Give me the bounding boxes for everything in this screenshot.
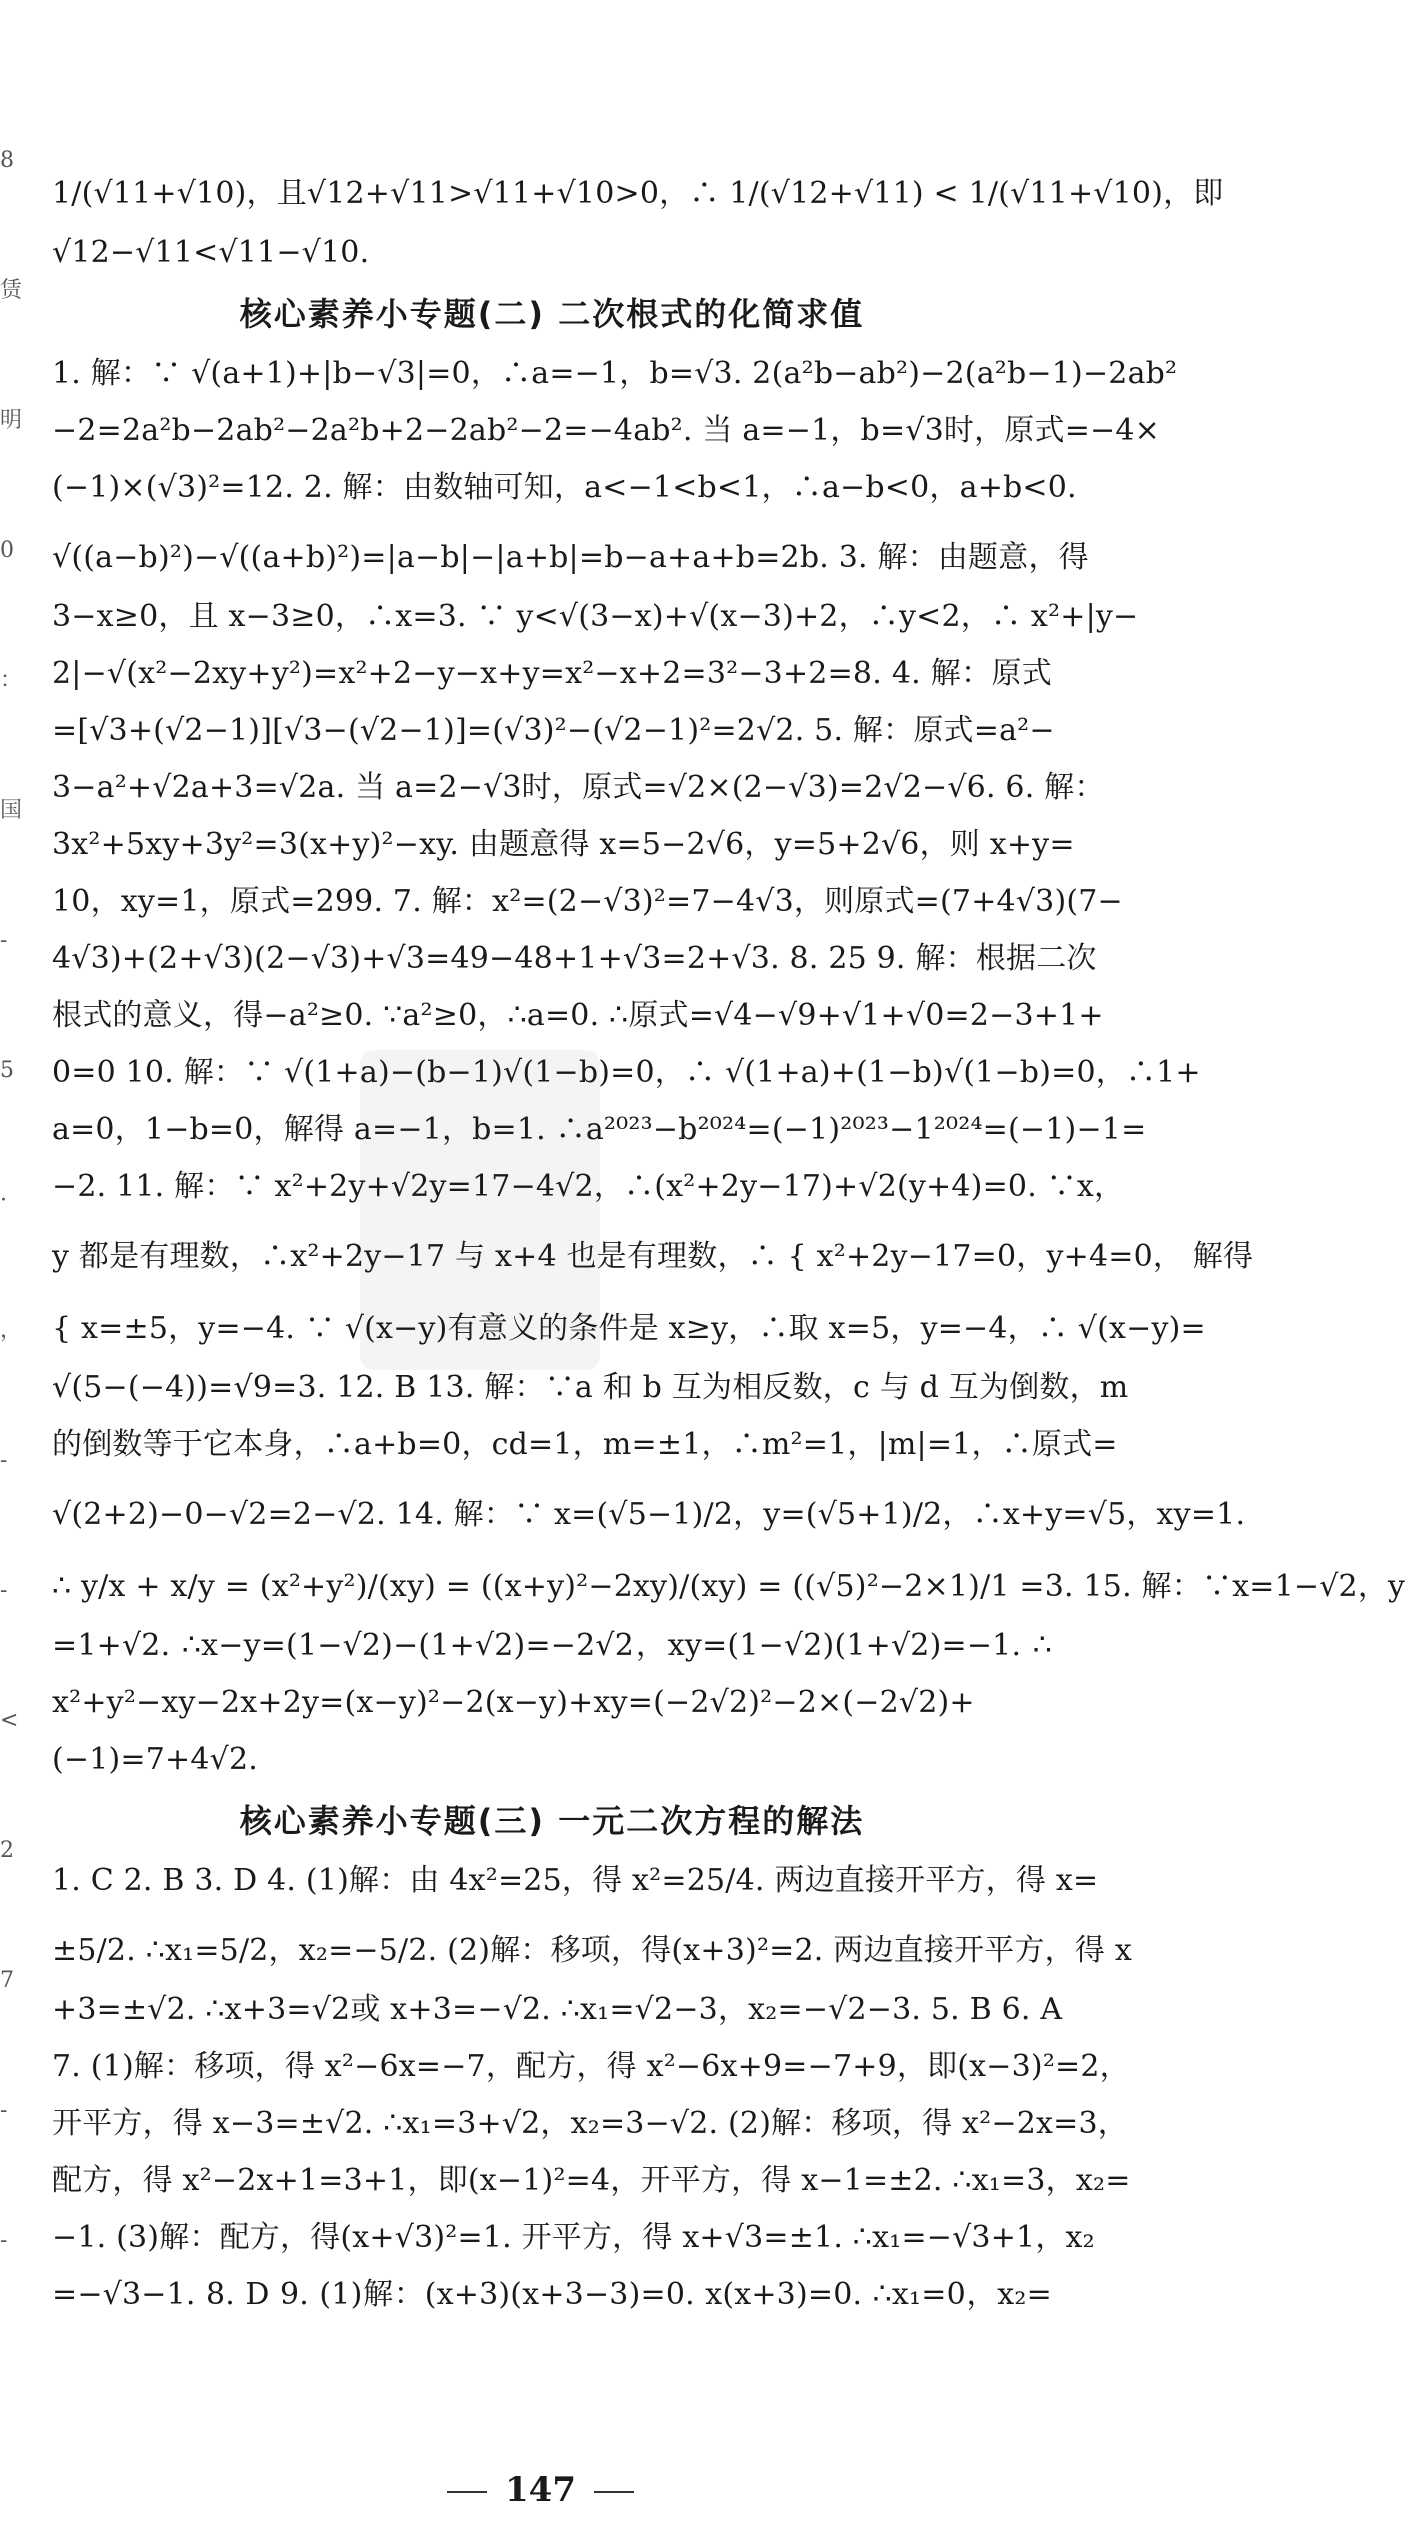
gutter-mark: - bbox=[0, 2228, 8, 2253]
text-line: 10，xy=1，原式=299. 7. 解：x²=(2−√3)²=7−4√3，则原式=(7+4√3)(7− bbox=[52, 884, 1123, 919]
gutter-mark: ， bbox=[0, 1318, 23, 1343]
text-line: a=0，1−b=0，解得 a=−1，b=1. ∴a²⁰²³−b²⁰²⁴=(−1)²⁰²³−1²⁰²⁴=(−1)−1= bbox=[52, 1112, 1147, 1147]
text-line: ±5/2. ∴x₁=5/2，x₂=−5/2. (2)解：移项，得(x+3)²=2. 两边直接开平方，得 x bbox=[52, 1933, 1132, 1968]
text-line: (−1)=7+4√2. bbox=[52, 1742, 259, 1777]
text-line: √(5−(−4))=√9=3. 12. B 13. 解：∵a 和 b 互为相反数，c 与 d 互为倒数，m bbox=[52, 1370, 1129, 1405]
text-line: √(2+2)−0−√2=2−√2. 14. 解：∵ x=(√5−1)/2，y=(√5+1)/2，∴x+y=√5，xy=1. bbox=[52, 1497, 1246, 1532]
text-line: 4√3)+(2+√3)(2−√3)+√3=49−48+1+√3=2+√3. 8. 25 9. 解：根据二次 bbox=[52, 941, 1097, 976]
text-line: 的倒数等于它本身，∴a+b=0，cd=1，m=±1，∴m²=1，|m|=1，∴原式= bbox=[52, 1427, 1118, 1462]
page-number-dash-left bbox=[447, 2491, 487, 2493]
gutter-mark: - bbox=[0, 1578, 8, 1603]
text-line: 3−x≥0，且 x−3≥0，∴x=3. ∵ y<√(3−x)+√(x−3)+2，∴y<2，∴ x²+|y− bbox=[52, 599, 1139, 634]
gutter-mark: < bbox=[0, 1708, 19, 1733]
gutter-mark: · bbox=[0, 1188, 7, 1213]
text-line: =1+√2. ∴x−y=(1−√2)−(1+√2)=−2√2，xy=(1−√2)(1+√2)=−1. ∴ bbox=[52, 1628, 1052, 1663]
gutter-mark: ： bbox=[0, 668, 23, 693]
text-line: 3x²+5xy+3y²=3(x+y)²−xy. 由题意得 x=5−2√6，y=5+2√6，则 x+y= bbox=[52, 827, 1075, 862]
text-line: 7. (1)解：移项，得 x²−6x=−7，配方，得 x²−6x+9=−7+9，即(x−3)²=2， bbox=[52, 2049, 1130, 2084]
gutter-mark: 0 bbox=[0, 538, 14, 563]
gutter-mark: - bbox=[0, 1448, 8, 1473]
page-number-dash-right bbox=[594, 2491, 634, 2493]
text-line: 1. C 2. B 3. D 4. (1)解：由 4x²=25，得 x²=25/4. 两边直接开平方，得 x= bbox=[52, 1863, 1099, 1898]
text-line: 0=0 10. 解：∵ √(1+a)−(b−1)√(1−b)=0，∴ √(1+a)+(1−b)√(1−b)=0，∴1+ bbox=[52, 1055, 1201, 1090]
text-line: 配方，得 x²−2x+1=3+1，即(x−1)²=4，开平方，得 x−1=±2. ∴x₁=3，x₂= bbox=[52, 2163, 1131, 2198]
left-gutter-marks bbox=[0, 148, 23, 2410]
text-line: +3=±√2. ∴x+3=√2或 x+3=−√2. ∴x₁=√2−3，x₂=−√2−3. 5. B 6. A bbox=[52, 1992, 1063, 2027]
text-line: { x=±5，y=−4. ∵ √(x−y)有意义的条件是 x≥y，∴取 x=5，y=−4，∴ √(x−y)= bbox=[52, 1311, 1206, 1346]
page-number bbox=[0, 2470, 1081, 2510]
text-line: ∴ y/x + x/y = (x²+y²)/(xy) = ((x+y)²−2xy)/(xy) = ((√5)²−2×1)/1 =3. 15. 解：∵x=1−√2，y bbox=[52, 1569, 1405, 1604]
gutter-mark: - bbox=[0, 2098, 8, 2123]
text-line: 2|−√(x²−2xy+y²)=x²+2−y−x+y=x²−x+2=3²−3+2=8. 4. 解：原式 bbox=[52, 656, 1052, 691]
text-line: −1. (3)解：配方，得(x+√3)²=1. 开平方，得 x+√3=±1. ∴x₁=−√3+1，x₂ bbox=[52, 2220, 1095, 2255]
text-line: y 都是有理数，∴x²+2y−17 与 x+4 也是有理数，∴ { x²+2y−17=0，y+4=0， 解得 bbox=[52, 1239, 1254, 1274]
text-line: 根式的意义，得−a²≥0. ∵a²≥0，∴a=0. ∴原式=√4−√9+√1+√0=2−3+1+ bbox=[52, 998, 1104, 1033]
gutter-mark: 2 bbox=[0, 1838, 14, 1863]
text-line: =−√3−1. 8. D 9. (1)解：(x+3)(x+3−3)=0. x(x+3)=0. ∴x₁=0，x₂= bbox=[52, 2277, 1052, 2312]
answer-content bbox=[52, 165, 1405, 2336]
section-2-heading: 核心素养小专题(二) 二次根式的化简求值 bbox=[239, 295, 865, 333]
text-line: x²+y²−xy−2x+2y=(x−y)²−2(x−y)+xy=(−2√2)²−2×(−2√2)+ bbox=[52, 1685, 975, 1720]
section-3-body bbox=[52, 1863, 1132, 2312]
text-line: 1/(√11+√10)，且√12+√11>√11+√10>0，∴ 1/(√12+√11) < 1/(√11+√10)，即 bbox=[52, 176, 1224, 211]
gutter-mark: 7 bbox=[0, 1968, 14, 1993]
text-line: −2. 11. 解：∵ x²+2y+√2y=17−4√2，∴(x²+2y−17)+√2(y+4)=0. ∵x， bbox=[52, 1169, 1125, 1204]
text-line: 3−a²+√2a+3=√2a. 当 a=2−√3时，原式=√2×(2−√3)=2√2−√6. 6. 解： bbox=[52, 770, 1105, 805]
text-line: √((a−b)²)−√((a+b)²)=|a−b|−|a+b|=b−a+a+b=2b. 3. 解：由题意，得 bbox=[52, 540, 1089, 575]
gutter-mark: 明 bbox=[0, 408, 23, 433]
text-line: (−1)×(√3)²=12. 2. 解：由数轴可知，a<−1<b<1，∴a−b<0，a+b<0. bbox=[52, 470, 1077, 505]
intro-block bbox=[52, 165, 1224, 270]
text-line: 1. 解：∵ √(a+1)+|b−√3|=0，∴a=−1，b=√3. 2(a²b−ab²)−2(a²b−1)−2ab² bbox=[52, 356, 1178, 391]
text-line: √12−√11<√11−√10. bbox=[52, 235, 370, 270]
gutter-mark: - bbox=[0, 928, 8, 953]
page-number-text: 147 bbox=[505, 2470, 576, 2510]
gutter-mark: 赁 bbox=[0, 278, 23, 303]
section-3-heading: 核心素养小专题(三) 一元二次方程的解法 bbox=[239, 1802, 865, 1840]
text-line: 开平方，得 x−3=±√2. ∴x₁=3+√2，x₂=3−√2. (2)解：移项，得 x²−2x=3， bbox=[52, 2106, 1128, 2141]
gutter-mark: 8 bbox=[0, 148, 14, 173]
gutter-mark: 5 bbox=[0, 1058, 14, 1083]
text-line: −2=2a²b−2ab²−2a²b+2−2ab²−2=−4ab². 当 a=−1，b=√3时，原式=−4× bbox=[52, 413, 1161, 448]
text-line: =[√3+(√2−1)][√3−(√2−1)]=(√3)²−(√2−1)²=2√2. 5. 解：原式=a²− bbox=[52, 713, 1055, 748]
gutter-mark: 国 bbox=[0, 798, 23, 823]
section-2-body bbox=[52, 356, 1405, 1777]
